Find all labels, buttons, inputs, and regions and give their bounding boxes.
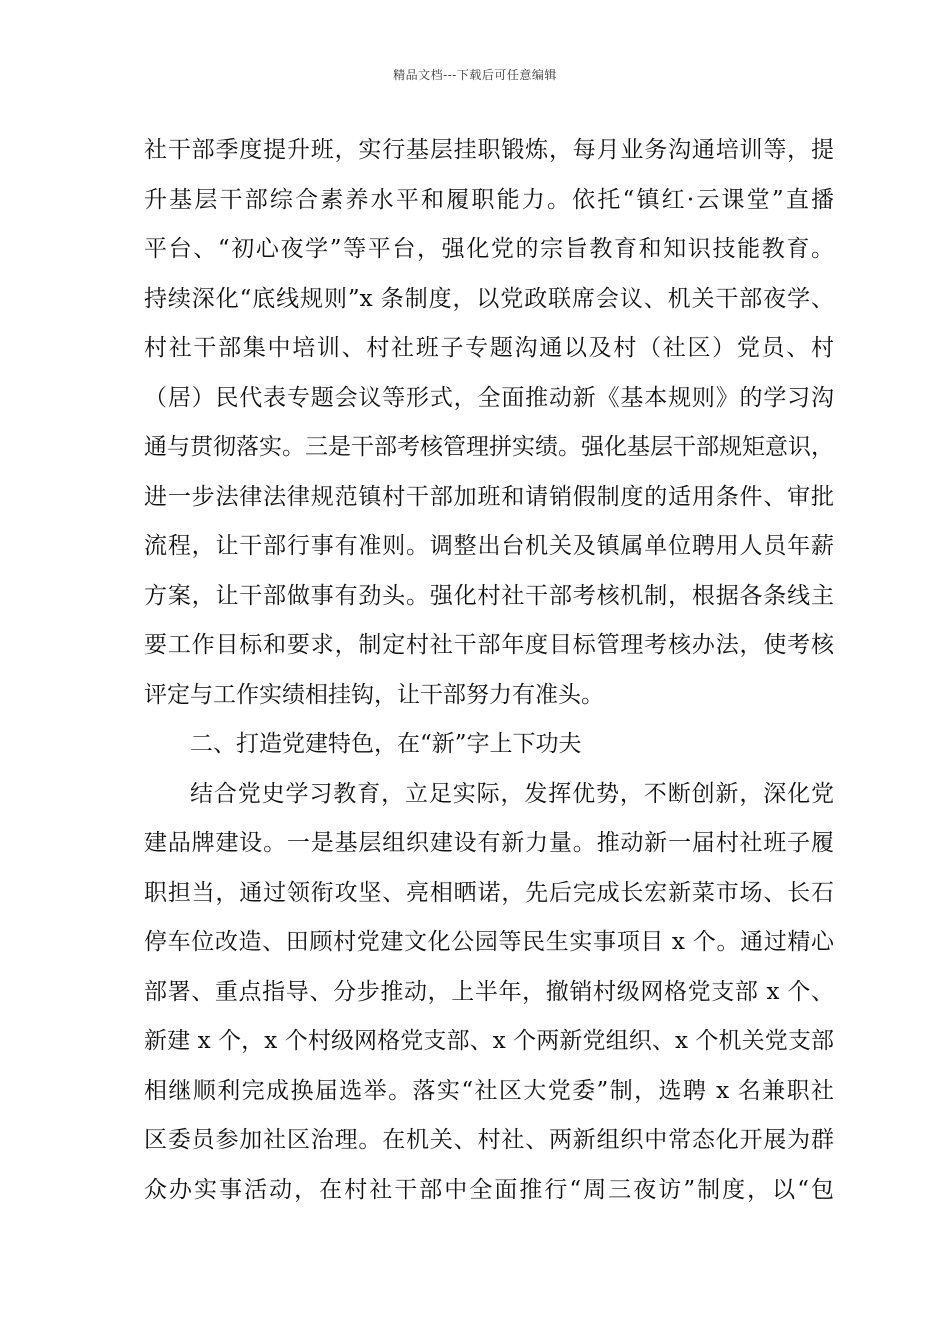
- text-line: 平台、“初心夜学”等平台，强化党的宗旨教育和知识技能教育。: [144, 236, 834, 262]
- text-line: 评定与工作实绩相挂钩，让干部努力有准头。: [144, 682, 604, 708]
- text-line: 方案，让干部做事有劲头。强化村社干部考核机制，根据各条线主: [144, 583, 834, 609]
- text-line: 结合党史学习教育，立足实际，发挥优势，不断创新，深化党: [190, 781, 834, 807]
- text-line: 部署、重点指导、分步推动，上半年，撤销村级网格党支部 x 个、: [144, 979, 834, 1005]
- text-line: 建品牌建设。一是基层组织建设有新力量。推动新一届村社班子履: [144, 830, 834, 856]
- section-heading: 二、打造党建特色，在“新”字上下功夫: [190, 731, 582, 757]
- text-line: 流程，让干部行事有准则。调整出台机关及镇属单位聘用人员年薪: [144, 533, 834, 559]
- text-line: 停车位改造、田顾村党建文化公园等民生实事项目 x 个。通过精心: [144, 929, 834, 955]
- text-line: 要工作目标和要求，制定村社干部年度目标管理考核办法，使考核: [144, 632, 834, 658]
- text-line: 社干部季度提升班，实行基层挂职锻炼，每月业务沟通培训等，提: [144, 137, 834, 163]
- text-line: 升基层干部综合素养水平和履职能力。依托“镇红·云课堂”直播: [144, 187, 834, 213]
- text-line: 进一步法律法律规范镇村干部加班和请销假制度的适用条件、审批: [144, 484, 834, 510]
- page-header: 精品文档---下载后可任意编辑: [393, 68, 557, 82]
- text-line: 持续深化“底线规则”x 条制度，以党政联席会议、机关干部夜学、: [144, 286, 834, 312]
- text-line: 相继顺利完成换届选举。落实“社区大党委”制，选聘 x 名兼职社: [144, 1078, 834, 1104]
- text-line: 新建 x 个，x 个村级网格党支部、x 个两新党组织、x 个机关党支部: [144, 1028, 834, 1054]
- text-line: 众办实事活动，在村社干部中全面推行“周三夜访”制度，以“包: [144, 1177, 834, 1203]
- text-line: 区委员参加社区治理。在机关、村社、两新组织中常态化开展为群: [144, 1127, 834, 1153]
- text-line: 通与贯彻落实。三是干部考核管理拼实绩。强化基层干部规矩意识，: [144, 434, 834, 460]
- text-line: 职担当，通过领衔攻坚、亮相晒诺，先后完成长宏新菜市场、长石: [144, 880, 834, 906]
- text-line: （居）民代表专题会议等形式，全面推动新《基本规则》的学习沟: [144, 385, 834, 411]
- text-line: 村社干部集中培训、村社班子专题沟通以及村（社区）党员、村: [144, 335, 834, 361]
